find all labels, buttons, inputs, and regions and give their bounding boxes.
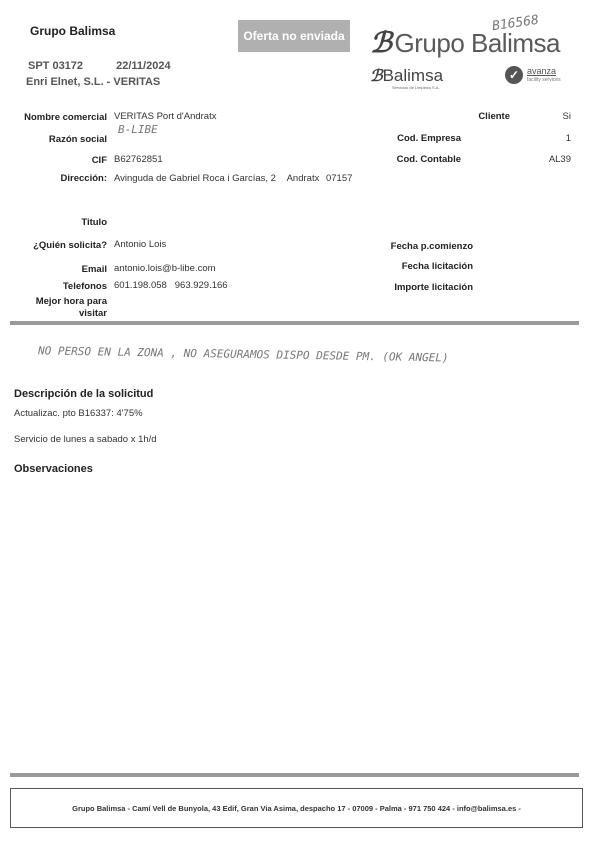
footer-text: Grupo Balimsa - Camí Vell de Bunyola, 43 Edif, Gran Via Asima, despacho 17 - 07009 - Palma - 971 750 424 - info@balimsa.es - [72,803,521,813]
request-date: 22/11/2024 [116,60,171,72]
importe-licitacion-label: Importe licitación [394,282,473,293]
titulo-label: Titulo [81,217,107,228]
grupo-balimsa-logo [370,26,560,59]
section-divider [10,321,579,325]
cod-empresa-label: Cod. Empresa [397,133,461,144]
balimsa-mark-icon: ℬ [370,27,392,58]
footer-divider [10,773,579,777]
direccion-cp: 07157 [325,173,353,184]
balimsa-logo-sub: Servicios de Limpieza S.A. [392,85,440,90]
direccion-value [114,173,352,184]
cod-contable-value: AL39 [548,154,571,165]
avanza-check-icon: ✓ [505,66,523,84]
grupo-balimsa-logo-text: Grupo Balimsa [394,28,560,58]
telefonos-value: 601.198.058 963.929.166 [114,280,228,291]
direccion-label: Dirección: [60,173,107,184]
cod-empresa-value: 1 [565,133,571,144]
balimsa-logo [370,66,444,90]
observaciones-title: Observaciones [14,463,93,475]
nombre-comercial-value: VERITAS Port d'Andratx [114,111,217,122]
razon-social-handwritten: B-LIBE [118,123,158,136]
company-name: Grupo Balimsa [30,24,116,38]
request-id-line [28,60,171,72]
balimsa-small-mark-icon: ℬ [370,68,383,85]
direccion-street: Avinguda de Gabriel Roca i Garcías, 2 [114,173,276,184]
fecha-comienzo-label: Fecha p.comienzo [390,241,473,252]
nombre-comercial-label: Nombre comercial [24,112,107,123]
avanza-logo-text: avanza [527,66,557,76]
email-value: antonio.lois@b-libe.com [114,263,216,274]
cod-contable-label: Cod. Contable [396,154,461,165]
quien-solicita-value: Antonio Lois [114,239,167,250]
telefonos-label: Telefonos [62,281,107,292]
footer-box [10,788,583,828]
client-line: Enri Elnet, S.L. - VERITAS [26,76,161,88]
mejor-hora-label [36,296,107,320]
cif-label: CIF [91,155,107,166]
balimsa-logo-text: Balimsa [382,66,444,85]
razon-social-label: Razón social [48,134,107,145]
descripcion-line-2: Servicio de lunes a sabado x 1h/d [14,434,157,445]
handwritten-code: B16568 [491,12,540,35]
cliente-label: Cliente [478,111,510,122]
spt-code: SPT 03172 [28,60,84,72]
mejor-hora-label-line1: Mejor hora para [35,296,107,307]
cliente-value: Si [562,111,571,122]
direccion-localidad: Andratx [286,173,320,184]
cif-value: B62762851 [114,154,163,165]
fecha-licitacion-label: Fecha licitación [401,261,473,272]
status-badge: Oferta no enviada [238,20,350,52]
descripcion-title: Descripción de la solicitud [14,388,154,400]
quien-solicita-label: ¿Quién solicita? [33,240,107,251]
handwritten-note: NO PERSO EN LA ZONA , NO ASEGURAMOS DISPO DESDE PM. (OK ANGEL) [37,344,449,365]
email-label: Email [81,264,107,275]
mejor-hora-label-line2: visitar [79,308,107,319]
descripcion-line-1: Actualizac. pto B16337: 4'75% [14,408,143,419]
avanza-logo-sub: facility services [527,77,561,83]
